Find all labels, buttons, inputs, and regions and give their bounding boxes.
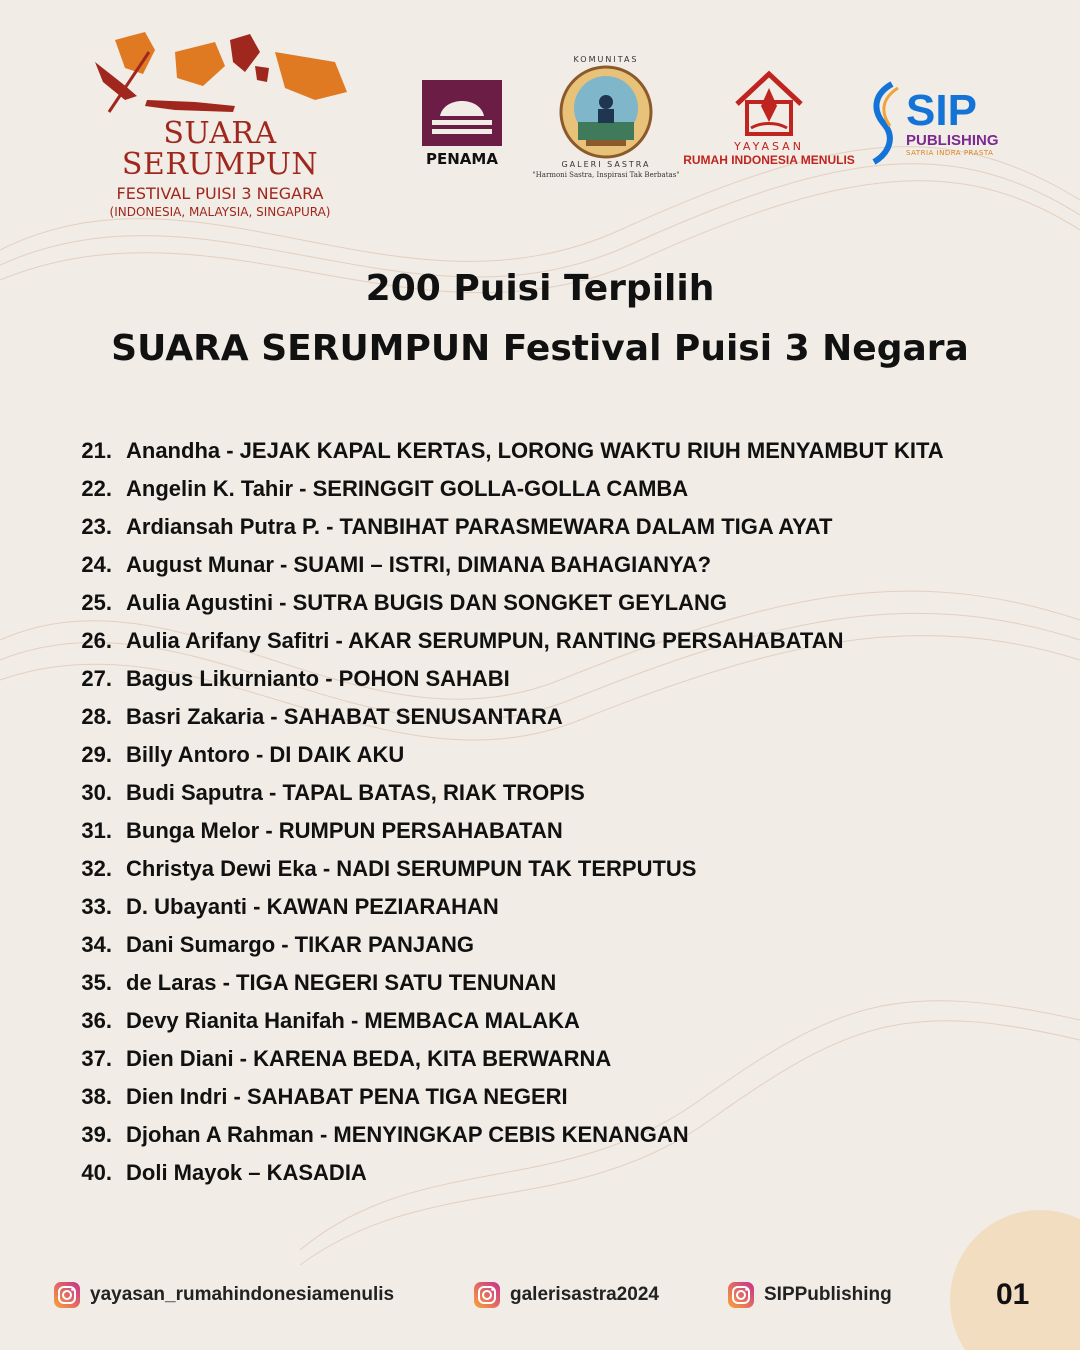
poem-author-title: Djohan A Rahman - MENYINGKAP CEBIS KENANGAN bbox=[126, 1122, 689, 1147]
poem-author-title: D. Ubayanti - KAWAN PEZIARAHAN bbox=[126, 894, 499, 919]
poem-list-item bbox=[60, 1116, 1040, 1154]
penama-emblem-icon bbox=[422, 80, 502, 146]
poem-list-item bbox=[60, 1002, 1040, 1040]
poem-number: 24. bbox=[81, 552, 112, 577]
galeri-tagline: "Harmoni Sastra, Inspirasi Tak Berbatas" bbox=[532, 171, 680, 179]
galeri-sastra-logo bbox=[532, 55, 680, 179]
sip-subtitle: PUBLISHING bbox=[906, 132, 999, 149]
suara-subtitle: FESTIVAL PUISI 3 NEGARA bbox=[116, 184, 324, 203]
page-number: 01 bbox=[996, 1278, 1030, 1311]
poem-list-item bbox=[60, 622, 1040, 660]
poem-list-item bbox=[60, 888, 1040, 926]
sip-publishing-logo bbox=[868, 80, 1018, 166]
poem-author-title: Anandha - JEJAK KAPAL KERTAS, LORONG WAKTU RIUH MENYAMBUT KITA bbox=[126, 438, 944, 463]
penama-logo bbox=[410, 80, 514, 168]
poem-number: 28. bbox=[81, 704, 112, 729]
poem-list-item bbox=[60, 850, 1040, 888]
poem-list-item bbox=[60, 1040, 1040, 1078]
suara-title-line2: SERUMPUN bbox=[121, 147, 319, 182]
poem-list-item bbox=[60, 432, 1040, 470]
penama-name: PENAMA bbox=[426, 150, 498, 168]
footer-instagram-galeri[interactable] bbox=[474, 1282, 659, 1308]
galeri-sastra-emblem-icon bbox=[556, 64, 656, 160]
poem-list-item bbox=[60, 774, 1040, 812]
poem-list bbox=[60, 432, 1040, 1192]
instagram-icon bbox=[474, 1282, 500, 1308]
poem-author-title: Budi Saputra - TAPAL BATAS, RIAK TROPIS bbox=[126, 780, 585, 805]
poem-author-title: Doli Mayok – KASADIA bbox=[126, 1160, 367, 1185]
poem-author-title: Aulia Arifany Safitri - AKAR SERUMPUN, RANTING PERSAHABATAN bbox=[126, 628, 844, 653]
poem-number: 35. bbox=[81, 970, 112, 995]
yayasan-name: RUMAH INDONESIA MENULIS bbox=[683, 153, 855, 167]
sip-tagline: SATRIA INDRA PRASTA bbox=[906, 149, 994, 157]
poem-list-item bbox=[60, 1078, 1040, 1116]
footer-handle: galerisastra2024 bbox=[510, 1284, 659, 1305]
poem-number: 29. bbox=[81, 742, 112, 767]
page-subtitle: SUARA SERUMPUN Festival Puisi 3 Negara bbox=[111, 328, 969, 369]
poem-number: 37. bbox=[81, 1046, 112, 1071]
poem-number: 34. bbox=[81, 932, 112, 957]
poem-author-title: Ardiansah Putra P. - TANBIHAT PARASMEWARA DALAM TIGA AYAT bbox=[126, 514, 833, 539]
poem-number: 30. bbox=[81, 780, 112, 805]
sip-swoosh-icon bbox=[868, 80, 902, 166]
galeri-top-text: KOMUNITAS bbox=[573, 55, 639, 64]
yayasan-rumah-indonesia-menulis-logo bbox=[683, 70, 855, 167]
poem-list-item bbox=[60, 508, 1040, 546]
footer-handle: yayasan_rumahindonesiamenulis bbox=[90, 1284, 395, 1305]
poem-author-title: Dien Diani - KARENA BEDA, KITA BERWARNA bbox=[126, 1046, 612, 1071]
poem-number: 39. bbox=[81, 1122, 112, 1147]
indonesia-map-icon bbox=[85, 22, 355, 118]
yayasan-label: YAYASAN bbox=[734, 140, 804, 153]
poem-list-item bbox=[60, 584, 1040, 622]
poem-number: 23. bbox=[81, 514, 112, 539]
poem-author-title: de Laras - TIGA NEGERI SATU TENUNAN bbox=[126, 970, 557, 995]
poem-list-item bbox=[60, 926, 1040, 964]
poem-number: 27. bbox=[81, 666, 112, 691]
poem-author-title: Christya Dewi Eka - NADI SERUMPUN TAK TERPUTUS bbox=[126, 856, 697, 881]
poem-list-item bbox=[60, 546, 1040, 584]
poem-list-item bbox=[60, 470, 1040, 508]
poem-number: 36. bbox=[81, 1008, 112, 1033]
poem-author-title: Dien Indri - SAHABAT PENA TIGA NEGERI bbox=[126, 1084, 568, 1109]
poem-author-title: Bunga Melor - RUMPUN PERSAHABATAN bbox=[126, 818, 563, 843]
suara-serumpun-logo bbox=[80, 22, 360, 219]
instagram-icon bbox=[54, 1282, 80, 1308]
instagram-icon bbox=[728, 1282, 754, 1308]
house-pen-icon bbox=[733, 70, 805, 138]
poem-number: 21. bbox=[81, 438, 112, 463]
poem-list-item bbox=[60, 1154, 1040, 1192]
sip-title: SIP bbox=[906, 86, 977, 135]
poem-number: 40. bbox=[81, 1160, 112, 1185]
footer-instagram-yayasan[interactable] bbox=[54, 1282, 394, 1308]
poem-list-item bbox=[60, 964, 1040, 1002]
footer-handle: SIPPublishing bbox=[764, 1284, 892, 1305]
poem-author-title: Basri Zakaria - SAHABAT SENUSANTARA bbox=[126, 704, 563, 729]
poem-list-item bbox=[60, 660, 1040, 698]
suara-countries: (INDONESIA, MALAYSIA, SINGAPURA) bbox=[109, 205, 331, 219]
poem-number: 26. bbox=[81, 628, 112, 653]
poem-number: 32. bbox=[81, 856, 112, 881]
poem-author-title: Bagus Likurnianto - POHON SAHABI bbox=[126, 666, 510, 691]
galeri-bottom-text: GALERI SASTRA bbox=[561, 160, 651, 169]
poem-author-title: Angelin K. Tahir - SERINGGIT GOLLA-GOLLA CAMBA bbox=[126, 476, 689, 501]
poem-author-title: Dani Sumargo - TIKAR PANJANG bbox=[126, 932, 474, 957]
poem-number: 31. bbox=[81, 818, 112, 843]
poem-number: 22. bbox=[81, 476, 112, 501]
footer-instagram-sip[interactable] bbox=[728, 1282, 892, 1308]
poem-number: 38. bbox=[81, 1084, 112, 1109]
poem-list-item bbox=[60, 698, 1040, 736]
poem-number: 25. bbox=[81, 590, 112, 615]
poem-author-title: Aulia Agustini - SUTRA BUGIS DAN SONGKET GEYLANG bbox=[126, 590, 727, 615]
poem-author-title: August Munar - SUAMI – ISTRI, DIMANA BAHAGIANYA? bbox=[126, 552, 712, 577]
poem-number: 33. bbox=[81, 894, 112, 919]
page-title: 200 Puisi Terpilih bbox=[365, 268, 715, 309]
poem-list-item bbox=[60, 812, 1040, 850]
poem-list-item bbox=[60, 736, 1040, 774]
suara-title-line1: SUARA bbox=[163, 116, 277, 151]
poem-author-title: Devy Rianita Hanifah - MEMBACA MALAKA bbox=[126, 1008, 580, 1033]
poem-author-title: Billy Antoro - DI DAIK AKU bbox=[126, 742, 405, 767]
